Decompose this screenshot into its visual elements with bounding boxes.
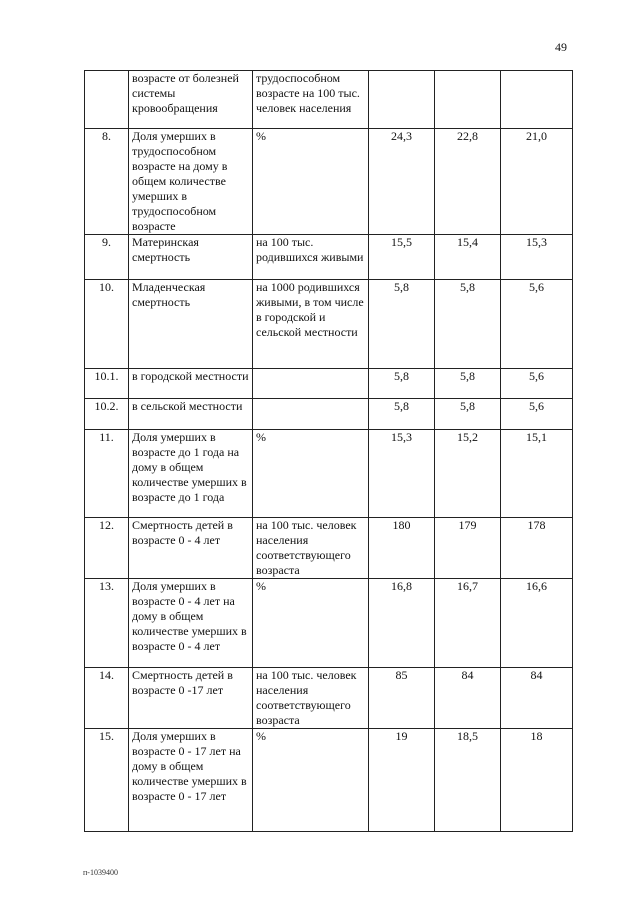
value-year-2: 84: [435, 668, 501, 729]
value-year-2: 5,8: [435, 399, 501, 430]
value-year-3: 16,6: [501, 579, 573, 668]
unit-cell: %: [253, 430, 369, 518]
page-number: 49: [555, 40, 567, 54]
value-year-1: 15,5: [369, 235, 435, 280]
value-year-2: [435, 71, 501, 129]
table-row: [85, 235, 573, 280]
row-number: 10.: [85, 280, 129, 369]
table-row: [85, 280, 573, 369]
unit-cell: %: [253, 579, 369, 668]
value-year-3: 178: [501, 518, 573, 579]
value-year-3: 5,6: [501, 280, 573, 369]
table-row: [85, 579, 573, 668]
value-year-3: [501, 71, 573, 129]
table-row: [85, 71, 573, 129]
value-year-2: 5,8: [435, 280, 501, 369]
value-year-1: 180: [369, 518, 435, 579]
row-number: 11.: [85, 430, 129, 518]
unit-cell: %: [253, 129, 369, 235]
indicator-name: Материнская смертность: [129, 235, 253, 280]
unit-cell: на 100 тыс. человек населения соответствующего возраста: [253, 518, 369, 579]
value-year-1: 85: [369, 668, 435, 729]
value-year-3: 21,0: [501, 129, 573, 235]
indicator-name: в сельской местности: [129, 399, 253, 430]
value-year-3: 84: [501, 668, 573, 729]
table-row: [85, 518, 573, 579]
row-number: 12.: [85, 518, 129, 579]
value-year-2: 179: [435, 518, 501, 579]
value-year-1: 19: [369, 729, 435, 832]
row-number: 10.2.: [85, 399, 129, 430]
indicator-name: Доля умерших в возрасте 0 - 17 лет на дому в общем количестве умерших в возрасте 0 - 17 лет: [129, 729, 253, 832]
table-row: [85, 129, 573, 235]
indicators-table: [84, 70, 573, 832]
unit-cell: на 100 тыс. родившихся живыми: [253, 235, 369, 280]
indicator-name: Доля умерших в возрасте 0 - 4 лет на дому в общем количестве умерших в возрасте 0 - 4 лет: [129, 579, 253, 668]
value-year-1: 5,8: [369, 399, 435, 430]
value-year-3: 15,1: [501, 430, 573, 518]
indicator-name: возрасте от болезней системы кровообращения: [129, 71, 253, 129]
table-row: [85, 369, 573, 399]
value-year-2: 22,8: [435, 129, 501, 235]
indicator-name: Смертность детей в возрасте 0 -17 лет: [129, 668, 253, 729]
value-year-2: 18,5: [435, 729, 501, 832]
row-number: 8.: [85, 129, 129, 235]
indicator-name: в городской местности: [129, 369, 253, 399]
unit-cell: [253, 399, 369, 430]
row-number: 9.: [85, 235, 129, 280]
value-year-1: 24,3: [369, 129, 435, 235]
value-year-3: 15,3: [501, 235, 573, 280]
value-year-1: 15,3: [369, 430, 435, 518]
value-year-3: 5,6: [501, 369, 573, 399]
value-year-2: 15,4: [435, 235, 501, 280]
unit-cell: %: [253, 729, 369, 832]
indicator-name: Младенческая смертность: [129, 280, 253, 369]
value-year-1: [369, 71, 435, 129]
value-year-2: 5,8: [435, 369, 501, 399]
unit-cell: [253, 369, 369, 399]
unit-cell: на 1000 родившихся живыми, в том числе в городской и сельской местности: [253, 280, 369, 369]
value-year-3: 5,6: [501, 399, 573, 430]
row-number: 14.: [85, 668, 129, 729]
indicator-name: Доля умерших в возрасте до 1 года на дому в общем количестве умерших в возрасте до 1 года: [129, 430, 253, 518]
table-row: [85, 399, 573, 430]
value-year-1: 5,8: [369, 280, 435, 369]
row-number: 13.: [85, 579, 129, 668]
row-number: 10.1.: [85, 369, 129, 399]
table-row: [85, 729, 573, 832]
document-code: п-1039400: [83, 868, 118, 877]
indicator-name: Смертность детей в возрасте 0 - 4 лет: [129, 518, 253, 579]
value-year-2: 16,7: [435, 579, 501, 668]
table-row: [85, 668, 573, 729]
value-year-1: 16,8: [369, 579, 435, 668]
unit-cell: трудоспособном возрасте на 100 тыс. человек населения: [253, 71, 369, 129]
indicator-name: Доля умерших в трудоспособном возрасте на дому в общем количестве умерших в трудоспособном возрасте: [129, 129, 253, 235]
value-year-1: 5,8: [369, 369, 435, 399]
table-row: [85, 430, 573, 518]
row-number: [85, 71, 129, 129]
value-year-3: 18: [501, 729, 573, 832]
row-number: 15.: [85, 729, 129, 832]
value-year-2: 15,2: [435, 430, 501, 518]
unit-cell: на 100 тыс. человек населения соответствующего возраста: [253, 668, 369, 729]
